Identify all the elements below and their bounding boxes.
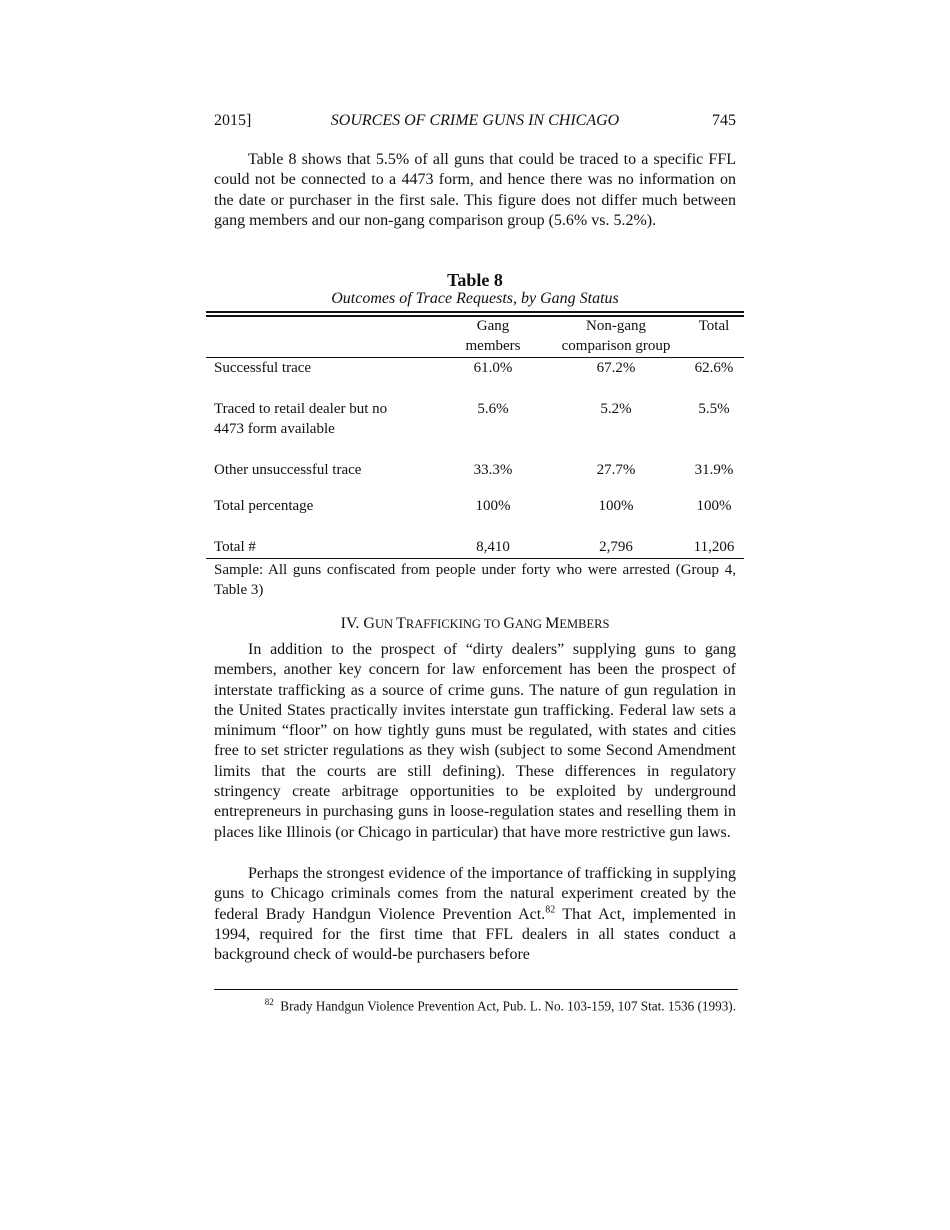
footnote-number: 82 — [264, 997, 274, 1007]
table-header-rule — [206, 357, 744, 358]
running-header — [214, 112, 736, 134]
cell-total: 11,206 — [693, 539, 735, 555]
header-gang-line1: Gang — [476, 318, 510, 334]
header-gang-line2: members — [465, 338, 521, 354]
header-title: SOURCES OF CRIME GUNS IN CHICAGO — [330, 112, 620, 129]
table-header-row — [206, 316, 744, 358]
cell-nongang: 27.7% — [596, 462, 636, 478]
cell-nongang: 67.2% — [596, 360, 636, 376]
paragraph-brady-act — [214, 864, 736, 965]
section-heading-part: ANG — [514, 617, 546, 631]
row-label: Successful trace — [214, 360, 312, 376]
cell-total: 5.5% — [698, 401, 730, 417]
cell-gang: 61.0% — [473, 360, 513, 376]
table-row — [206, 358, 744, 399]
footnote-text: Brady Handgun Violence Prevention Act, Pub. L. No. 103-159, 107 Stat. 1536 (1993). — [280, 998, 736, 1014]
paragraph-text: That Act, implemented in 1994, required for the first time that FFL dealers in all states conduct a background check of would-be purchasers before — [214, 905, 736, 964]
cell-nongang: 5.2% — [600, 401, 632, 417]
header-blank — [206, 316, 438, 358]
section-heading-part: RAFFICKING TO — [405, 617, 504, 631]
row-label-line2: 4473 form available — [214, 421, 335, 437]
section-heading-part: EMBERS — [559, 617, 610, 631]
table-top-rule — [206, 311, 744, 313]
row-label-line1: Traced to retail dealer but no — [214, 401, 388, 417]
cell-gang: 5.6% — [477, 401, 509, 417]
row-label: Total # — [214, 539, 256, 555]
cell-nongang: 100% — [598, 498, 634, 514]
cell-total: 100% — [696, 498, 732, 514]
footnote — [214, 997, 736, 1014]
section-heading-part: UN — [374, 617, 397, 631]
header-gang-members — [438, 316, 548, 358]
section-heading-part: IV. G — [340, 615, 375, 632]
table-row — [206, 496, 744, 537]
cell-nongang: 2,796 — [599, 539, 633, 555]
section-heading — [0, 615, 950, 633]
header-nongang-line1: Non-gang — [586, 318, 646, 334]
header-total: Total — [698, 318, 730, 334]
cell-gang: 8,410 — [476, 539, 510, 555]
section-heading-part: M — [545, 615, 560, 632]
header-year: 2015] — [214, 112, 252, 129]
cell-total: 62.6% — [694, 360, 734, 376]
table-bottom-rule — [206, 558, 744, 559]
table-row — [206, 399, 744, 460]
trace-outcomes-table — [206, 316, 744, 557]
table-row — [206, 460, 744, 496]
cell-total: 31.9% — [694, 462, 734, 478]
table-row — [206, 537, 744, 557]
table-title: Table 8 — [447, 270, 503, 290]
footnote-rule — [214, 989, 738, 990]
table-note: Sample: All guns confiscated from people under forty who were arrested (Group 4, Table 3) — [214, 562, 736, 598]
header-nongang — [548, 316, 684, 358]
table-subtitle: Outcomes of Trace Requests, by Gang Status — [331, 290, 619, 307]
paragraph-text: Perhaps the strongest evidence of the importance of trafficking in supplying guns to Chicago criminals comes from the natural experiment created by the federal Brady Handgun Violence Prevention Act. — [214, 865, 736, 923]
row-label: Other unsuccessful trace — [214, 462, 362, 478]
cell-gang: 100% — [475, 498, 511, 514]
cell-gang: 33.3% — [473, 462, 513, 478]
footnote-reference[interactable]: 82 — [545, 904, 556, 916]
row-label — [206, 399, 438, 460]
header-nongang-line2: comparison group — [561, 338, 671, 354]
row-label: Total percentage — [214, 498, 314, 514]
paragraph-intro: Table 8 shows that 5.5% of all guns that could be traced to a specific FFL could not be connected to a 4473 form, and hence there was no information on the date or purchaser in the first sale. This figure does not differ much between gang members and our non-gang comparison group (5.6% vs. 5.2%). — [214, 151, 736, 229]
paragraph-trafficking: In addition to the prospect of “dirty dealers” supplying guns to gang members, another key concern for law enforcement has been the prospect of interstate trafficking as a source of crime guns. The nature of gun regulation in the United States practically invites interstate gun trafficking. Federal law sets a minimum “floor” on how tightly guns must be regulated, with states and cities free to set stricter regulations as they wish (subject to some Second Amendment limits that the courts are still defining). These differences in regulatory stringency create arbitrage opportunities to be exploited by underground entrepreneurs in purchasing guns in loose-regulation states and reselling them in places like Illinois (or Chicago in particular) that have more restrictive gun laws. — [214, 641, 736, 841]
page-number: 745 — [712, 112, 736, 129]
section-heading-part: G — [503, 615, 515, 632]
section-heading-part: T — [396, 615, 406, 632]
